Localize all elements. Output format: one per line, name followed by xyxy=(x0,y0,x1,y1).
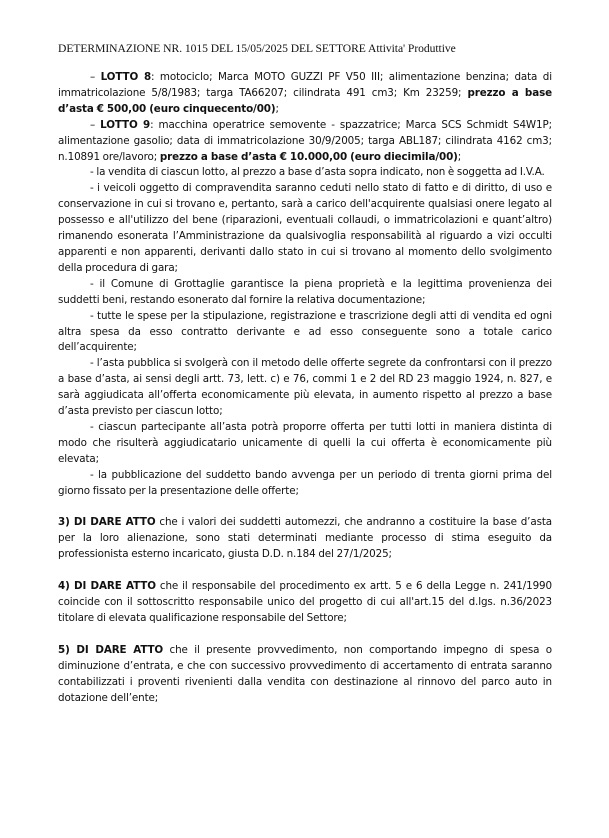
bullet-paragraph: - la pubblicazione del suddetto bando avvenga per un periodo di trenta giorni prima del giorno fissato per la presentazione delle offerte; xyxy=(58,468,552,497)
lotto-8-price: prezzo a base d’asta € 500,00 (euro cinquecento/00) xyxy=(58,86,552,115)
paragraph-spacer xyxy=(58,499,552,515)
bullet-paragraph: - il Comune di Grottaglie garantisce la piena proprietà e la legittima provenienza dei suddetti beni, restando esonerato dal fornire la relativa documentazione; xyxy=(58,277,552,306)
section-4-lead: 4) DI DARE ATTO xyxy=(58,580,156,593)
section-5-paragraph: 5) DI DARE ATTO che il presente provvedimento, non comportando impegno di spesa o diminuzione d’entrata, e che con successivo provvedimento di accertamento di entrata saranno contabilizzati i proventi rivenienti dalla vendita con destinazione al rinnovo del parco auto in dotazione dell’ente; xyxy=(58,643,552,704)
document-body xyxy=(58,70,552,707)
section-3-lead: 3) DI DARE ATTO xyxy=(58,516,156,529)
lotto-9-price: prezzo a base d’asta € 10.000,00 (euro diecimila/00) xyxy=(159,150,458,163)
bullet-paragraph: - i veicoli oggetto di compravendita saranno ceduti nello stato di fatto e di diritto, di uso e conservazione in cui si trovano e, pertanto, sarà a carico dell'acquirente qualsiasi onere legato al possesso e all'utilizzo del bene (riparazioni, eventuali collaudi, o immatricolazioni e quant’altro) rimanendo esonerata l’Amministrazione da qualsivoglia responsabilità al riguardo a vizi occulti apparenti e non apparenti, derivanti dallo stato in cui si trovano al momento dello svolgimento della procedura di gara; xyxy=(58,182,552,274)
section-3-paragraph: 3) DI DARE ATTO che i valori dei suddetti automezzi, che andranno a costituire la base d’asta per la loro alienazione, sono stati determinati mediante processo di stima eseguito da professionista esterno incaricato, giusta D.D. n.184 del 27/1/2025; xyxy=(58,516,552,561)
lotto-8-label: LOTTO 8 xyxy=(100,71,152,83)
bullet-paragraph: - ciascun partecipante all’asta potrà proporre offerta per tutti lotti in maniera distinta di modo che risulterà aggiudicatario unicamente di quelli la cui offerta è economicamente più elevata; xyxy=(58,420,552,465)
paragraph-spacer xyxy=(58,563,552,579)
lotto-8-paragraph: – LOTTO 8: motociclo; Marca MOTO GUZZI PF V50 III; alimentazione benzina; data di immatricolazione 5/8/1983; targa TA66207; cilindrata 491 cm3; Km 23259; prezzo a base d’asta € 500,00 (euro cinquecento/00); xyxy=(58,71,552,115)
paragraph-spacer xyxy=(58,627,552,643)
bullet-paragraph: - l’asta pubblica si svolgerà con il metodo delle offerte segrete da confrontarsi con il prezzo a base d’asta, ai sensi degli artt. 73, lett. c) e 76, commi 1 e 2 del RD 23 maggio 1924, n. 827, e sarà aggiudicata all’offerta economicamente più elevata, in aumento rispetto al prezzo a base d’asta previsto per ciascun lotto; xyxy=(58,357,552,418)
lotto-9-paragraph: – LOTTO 9: macchina operatrice semovente - spazzatrice; Marca SCS Schmidt S4W1P; alimentazione gasolio; data di immatricolazione 30/9/2005; targa ABL187; cilindrata 4162 cm3; n.10891 ore/lavoro; prezzo a base d’asta € 10.000,00 (euro diecimila/00); xyxy=(58,118,552,163)
bullet-paragraph: - la vendita di ciascun lotto, al prezzo a base d’asta sopra indicato, non è soggetta ad I.V.A. xyxy=(90,166,545,179)
section-4-paragraph: 4) DI DARE ATTO che il responsabile del procedimento ex artt. 5 e 6 della Legge n. 241/1990 coincide con il sottoscritto responsabile unico del progetto di cui all'art.15 del d.lgs. n.36/2023 titolare di elevata qualificazione responsabile del Settore; xyxy=(58,580,552,624)
lotto-9-label: LOTTO 9 xyxy=(100,118,151,131)
bullet-paragraph: - tutte le spese per la stipulazione, registrazione e trascrizione degli atti di vendita ed ogni altra spesa da esso contratto derivante e ad esso conseguente sono a totale carico dell’acquirente; xyxy=(58,309,552,354)
document-header: DETERMINAZIONE NR. 1015 DEL 15/05/2025 DEL SETTORE Attivita' Produttive xyxy=(58,42,456,55)
section-5-lead: 5) DI DARE ATTO xyxy=(58,643,164,656)
